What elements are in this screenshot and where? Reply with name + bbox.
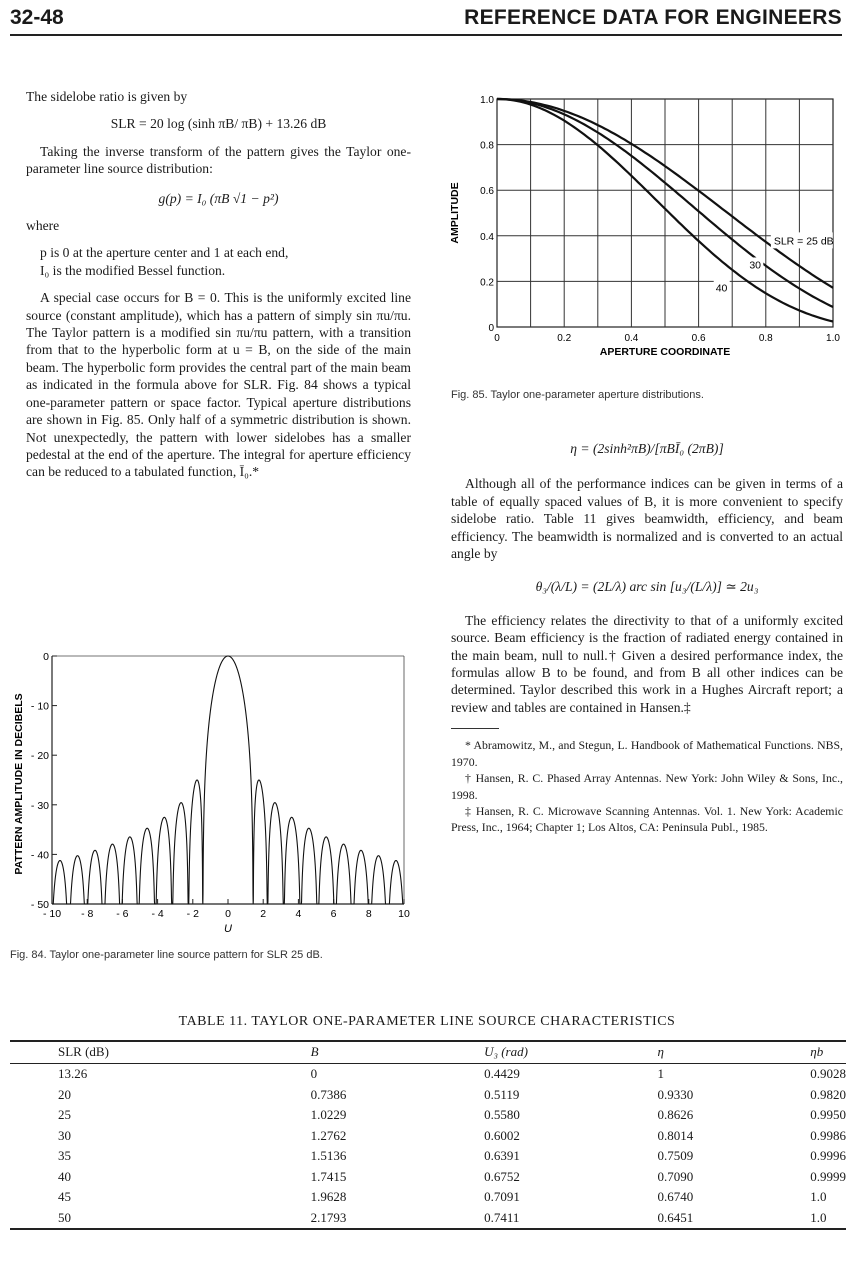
table-cell: 25	[58, 1107, 71, 1123]
table-row	[10, 1105, 846, 1126]
y-tick-label: 0.6	[480, 186, 494, 198]
x-tick-label: - 4	[151, 908, 164, 920]
table-row	[10, 1085, 846, 1106]
curve-label: 40	[715, 282, 728, 295]
y-tick-label: 0.4	[480, 231, 494, 243]
column-header: B	[263, 1041, 484, 1064]
fig85-caption: Fig. 85. Taylor one-parameter aperture distributions.	[451, 389, 704, 401]
y-tick-label: 0.2	[480, 277, 494, 289]
curve-label: SLR = 25 dB	[773, 235, 834, 248]
table-cell: 35	[58, 1148, 71, 1164]
table-cell: 45	[58, 1189, 71, 1205]
table-cell: 0.8014	[657, 1127, 694, 1143]
table-row	[10, 1146, 846, 1167]
paragraph: The efficiency relates the directivity to that of a uniformly excited source. Beam efficiency is the fraction of radiated energy contained in the main beam, null to null.† Given a desired performance index, the formulas allow B to be found, and from B all other indices can be determined. Taylor described this work in a Hughes Aircraft report; a review and tables are contained in Hansen.‡	[451, 612, 843, 715]
y-tick-label: - 30	[30, 799, 49, 812]
table-row	[10, 1167, 846, 1188]
paragraph: A special case occurs for B = 0. This is the uniformly excited line source (constant amplitude), which has a pattern of simply sin πu/πu. The Taylor pattern is a modified sin πu/πu pattern, with a transition from that to the hyperbolic form at u = B, on the side of the main beam. The hyperbolic form provides the central part of the main beam as indicated in the formula above for SLR. Fig. 84 shows a typical one-parameter pattern or space factor. Typical aperture distributions are shown in Fig. 85. Only half of a symmetric distribution is shown. Not unexpectedly, the pattern with lower sidelobes has a smaller pedestal at the end of the aperture. The integral for aperture efficiency can be reduced to a tabulated function, Ī₀.*	[26, 290, 411, 480]
x-tick-label: 0	[494, 333, 500, 344]
column-header: η	[657, 1041, 810, 1064]
table-cell: 1.0	[810, 1208, 846, 1230]
definition: I₀ is the modified Bessel function.	[40, 262, 226, 278]
y-axis-label: AMPLITUDE	[449, 182, 461, 244]
table-cell: 0.4429	[484, 1066, 520, 1082]
x-tick-label: - 10	[42, 908, 62, 920]
table-cell: 30	[58, 1127, 71, 1143]
table-cell: 0.5580	[484, 1107, 520, 1123]
table-cell: 1.0229	[310, 1107, 347, 1123]
characteristics-table	[10, 1040, 846, 1230]
table-header-row	[10, 1041, 846, 1064]
header-rule	[10, 34, 842, 36]
x-tick-label: - 8	[81, 908, 94, 920]
fig84-caption: Fig. 84. Taylor one-parameter line source pattern for SLR 25 dB.	[10, 949, 323, 961]
table-cell: 0.6740	[657, 1189, 694, 1205]
distribution-equation: g(p) = I₀ (πB √1 − p²)	[158, 190, 279, 206]
column-header: U₃ (rad)	[484, 1041, 657, 1064]
y-tick-label: 0	[488, 323, 494, 334]
y-tick-label: 0	[43, 651, 49, 663]
table-cell: 1.0	[810, 1189, 827, 1205]
x-tick-label: - 2	[186, 908, 199, 920]
x-axis-label: APERTURE COORDINATE	[599, 346, 731, 358]
footnote: ‡ Hansen, R. C. Microwave Scanning Antennas. Vol. 1. New York: Academic Press, Inc., 1964; Chapter 1; Los Altos, CA: Peninsula Publ., 1985.	[451, 803, 843, 835]
table-cell: 1.9628	[310, 1189, 347, 1205]
table-cell: 0.9950	[810, 1107, 846, 1123]
table-cell: 0.9820	[810, 1086, 846, 1102]
y-tick-label: 1.0	[480, 95, 494, 106]
x-tick-label: 10	[398, 908, 410, 920]
table-cell: 1.2762	[310, 1127, 347, 1143]
table-cell: 2.1793	[263, 1208, 484, 1230]
left-column	[26, 88, 411, 481]
page-number: 32-48	[10, 6, 64, 29]
y-tick-label: - 10	[30, 700, 49, 713]
table-cell: 0.6002	[484, 1127, 520, 1143]
table-cell: 0.6451	[657, 1208, 810, 1230]
table-row	[10, 1126, 846, 1147]
beamwidth-equation: θ₃/(λ/L) = (2L/λ) arc sin [u₃/(L/λ)] ≃ 2u₃	[535, 579, 759, 595]
table-cell: 0.6752	[484, 1168, 520, 1184]
table-cell: 13.26	[58, 1066, 88, 1082]
table-cell: 0.9028	[810, 1066, 846, 1082]
right-column	[451, 440, 843, 836]
paragraph: Although all of the performance indices can be given in terms of a table of equally spaced values of B, it is more convenient to specify sidelobe ratio. Table 11 gives beamwidth, efficiency, and beam efficiency. The beamwidth is normalized and is converted to an actual angle by	[451, 476, 843, 562]
table-cell: 1	[657, 1066, 664, 1082]
paragraph: Taking the inverse transform of the pattern gives the Taylor one-parameter line source distribution:	[26, 143, 411, 177]
footnote-rule	[451, 728, 499, 729]
y-tick-label: - 50	[30, 899, 49, 911]
table-cell: 40	[58, 1168, 71, 1184]
x-tick-label: 0.2	[557, 333, 572, 344]
slr-equation: SLR = 20 log (sinh πB/ πB) + 13.26 dB	[110, 116, 327, 132]
y-tick-label: - 20	[30, 750, 49, 763]
table-cell: 0.5119	[484, 1086, 520, 1102]
efficiency-equation: η = (2sinh²πB)/[πBĪ₀ (2πB)]	[570, 441, 724, 456]
paragraph: The sidelobe ratio is given by	[26, 89, 188, 104]
x-tick-label: 0.4	[624, 333, 639, 344]
table-cell: 0.9999	[810, 1168, 846, 1184]
column-header: ηb	[810, 1041, 846, 1064]
x-tick-label: 6	[330, 908, 337, 920]
table-cell: 0	[310, 1066, 318, 1082]
curve-label: 30	[749, 259, 762, 272]
x-tick-label: - 6	[116, 908, 129, 920]
y-axis-label: PATTERN AMPLITUDE IN DECIBELS	[13, 693, 25, 875]
table-cell: 0.6391	[484, 1148, 520, 1164]
y-tick-label: 0.8	[480, 140, 494, 152]
table-cell: 0.7509	[657, 1148, 694, 1164]
running-title: REFERENCE DATA FOR ENGINEERS	[464, 6, 842, 29]
table-cell: 0.7411	[484, 1208, 657, 1230]
footnote: † Hansen, R. C. Phased Array Antennas. New York: John Wiley & Sons, Inc., 1998.	[451, 771, 843, 802]
fig85-aperture-chart	[440, 90, 850, 372]
x-tick-label: 4	[295, 908, 302, 920]
column-header: SLR (dB)	[10, 1041, 263, 1064]
x-tick-label: 2	[260, 908, 267, 920]
table-cell: 0.9330	[657, 1086, 694, 1102]
footnote: * Abramowitz, M., and Stegun, L. Handbook of Mathematical Functions. NBS, 1970.	[451, 738, 843, 769]
x-axis-label: U	[224, 923, 232, 935]
table-cell: 0.9986	[810, 1127, 846, 1143]
table-cell: 1.7415	[310, 1168, 347, 1184]
where-label: where	[26, 218, 60, 234]
x-tick-label: 8	[365, 908, 372, 920]
x-tick-label: 1.0	[826, 333, 840, 344]
pattern-curve	[52, 656, 404, 904]
table-row	[10, 1064, 846, 1085]
definition: p is 0 at the aperture center and 1 at each end,	[40, 245, 289, 261]
fig84-pattern-chart	[4, 648, 414, 940]
table-row	[10, 1208, 846, 1230]
x-tick-label: 0	[225, 908, 231, 920]
table-cell: 0.7386	[310, 1086, 347, 1102]
table-cell: 0.7091	[484, 1189, 520, 1205]
table-cell: 1.5136	[310, 1148, 347, 1164]
x-tick-label: 0.6	[691, 333, 706, 344]
table-cell: 0.7090	[657, 1168, 694, 1184]
table-title: TABLE 11. TAYLOR ONE-PARAMETER LINE SOURCE CHARACTERISTICS	[178, 1014, 676, 1029]
table-cell: 20	[58, 1086, 71, 1102]
table-cell: 0.8626	[657, 1107, 694, 1123]
y-tick-label: - 40	[30, 849, 49, 862]
table-cell: 0.9996	[810, 1148, 846, 1164]
table-cell: 50	[10, 1208, 263, 1230]
x-tick-label: 0.8	[758, 333, 773, 344]
table-row	[10, 1187, 846, 1208]
